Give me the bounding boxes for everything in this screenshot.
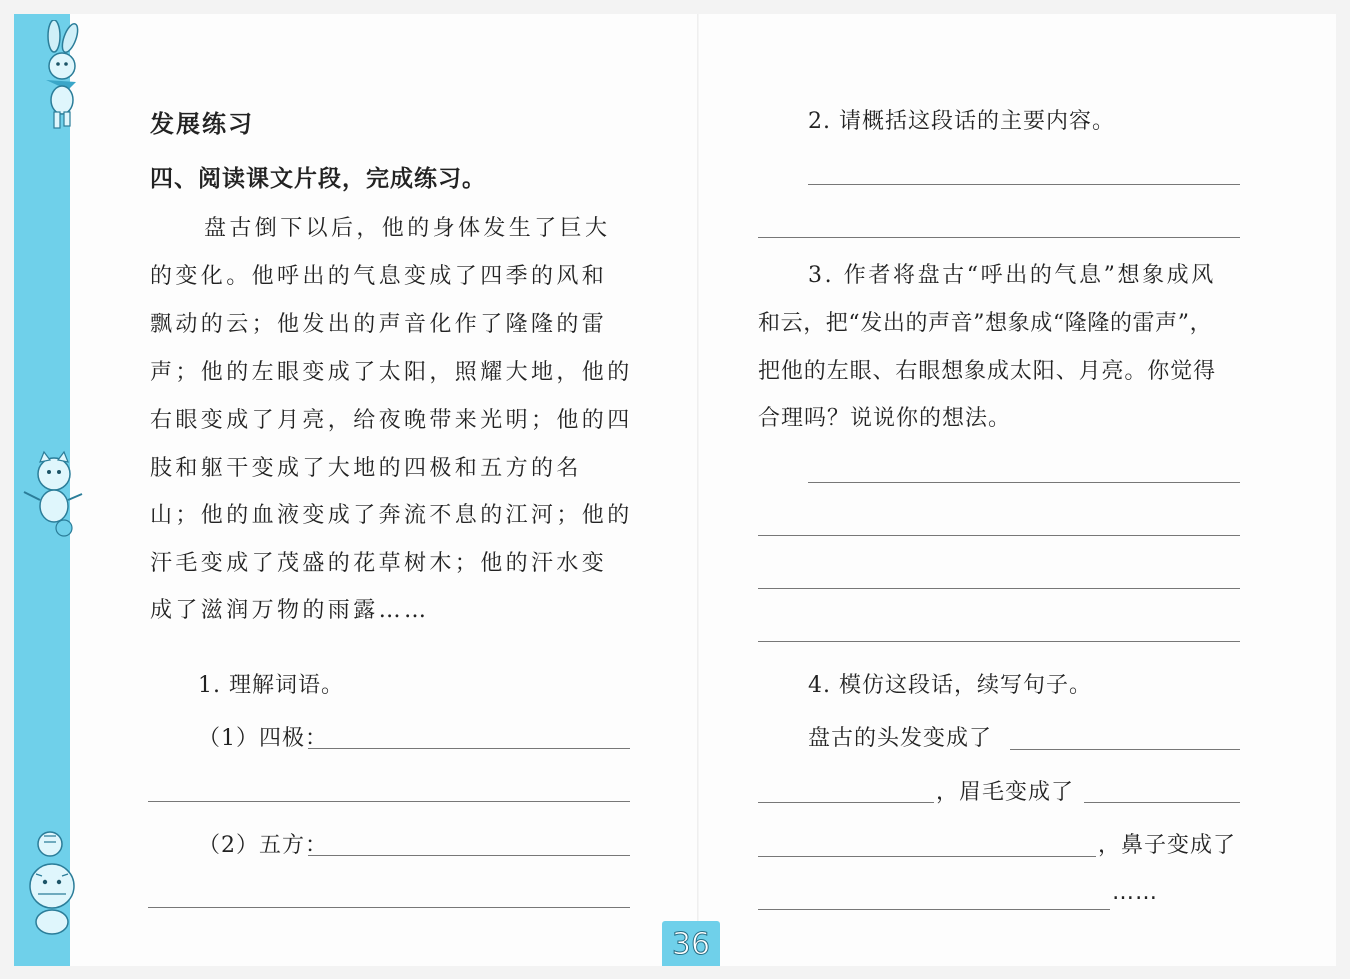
q4-blank[interactable] [1010, 749, 1240, 750]
rabbit-mascot-icon [20, 20, 92, 135]
passage-line: 山；他的血液变成了奔流不息的江河；他的 [150, 503, 633, 528]
q3-line: 合理吗？说说你的想法。 [758, 406, 1012, 431]
passage-line: 汗毛变成了茂盛的花草树木；他的汗水变 [150, 551, 608, 576]
q1-item1-label: （1）四极： [198, 726, 328, 751]
question-heading: 四、阅读课文片段，完成练习。 [150, 166, 486, 192]
q2-title: 2. 请概括这段话的主要内容。 [808, 109, 1115, 134]
passage-line: 右眼变成了月亮，给夜晚带来光明；他的四 [150, 408, 633, 433]
q4-blank[interactable] [1084, 802, 1240, 803]
q1-title: 1. 理解词语。 [198, 673, 344, 698]
q3-answer-line[interactable] [758, 535, 1240, 536]
q3-answer-line[interactable] [758, 641, 1240, 642]
passage-line: 盘古倒下以后，他的身体发生了巨大 [204, 216, 611, 241]
q4-line2-text: ，眉毛变成了 [936, 780, 1075, 805]
q4-ellipsis: …… [1112, 880, 1158, 905]
q4-title: 4. 模仿这段话，续写句子。 [808, 673, 1092, 698]
q1-item2-label: （2）五方： [198, 833, 328, 858]
passage-line: 肢和躯干变成了大地的四极和五方的名 [150, 456, 582, 481]
q1-item2-answer-line[interactable] [148, 907, 630, 908]
q3-line: 把他的左眼、右眼想象成太阳、月亮。你觉得 [758, 359, 1217, 384]
q3-answer-line[interactable] [808, 482, 1240, 483]
q3-answer-line[interactable] [758, 588, 1240, 589]
q4-blank[interactable] [758, 909, 1110, 910]
q3-line: 3. 作者将盘古“呼出的气息”想象成风 [808, 263, 1216, 288]
q2-answer-line[interactable] [808, 184, 1240, 185]
q4-line3-text: ，鼻子变成了 [1098, 833, 1237, 858]
workbook-page [14, 14, 1336, 966]
passage-line: 飘动的云；他发出的声音化作了隆隆的雷 [150, 312, 608, 337]
q1-item2-answer-line[interactable] [308, 855, 630, 856]
cat-mascot-icon [18, 450, 88, 540]
q4-blank[interactable] [758, 802, 934, 803]
page-number: 36 [662, 921, 720, 966]
q4-blank[interactable] [758, 856, 1096, 857]
q1-item1-answer-line[interactable] [148, 801, 630, 802]
q2-answer-line[interactable] [758, 237, 1240, 238]
passage-line: 声；他的左眼变成了太阳，照耀大地，他的 [150, 360, 633, 385]
q4-line1-text: 盘古的头发变成了 [808, 726, 993, 751]
section-title: 发展练习 [150, 110, 254, 138]
page-fold [697, 14, 699, 966]
tiger-mascot-icon [18, 822, 84, 940]
passage-line: 成了滋润万物的雨露…… [150, 598, 430, 623]
passage-line: 的变化。他呼出的气息变成了四季的风和 [150, 264, 608, 289]
q3-line: 和云，把“发出的声音”想象成“隆隆的雷声”， [758, 311, 1213, 336]
q1-item1-answer-line[interactable] [308, 748, 630, 749]
